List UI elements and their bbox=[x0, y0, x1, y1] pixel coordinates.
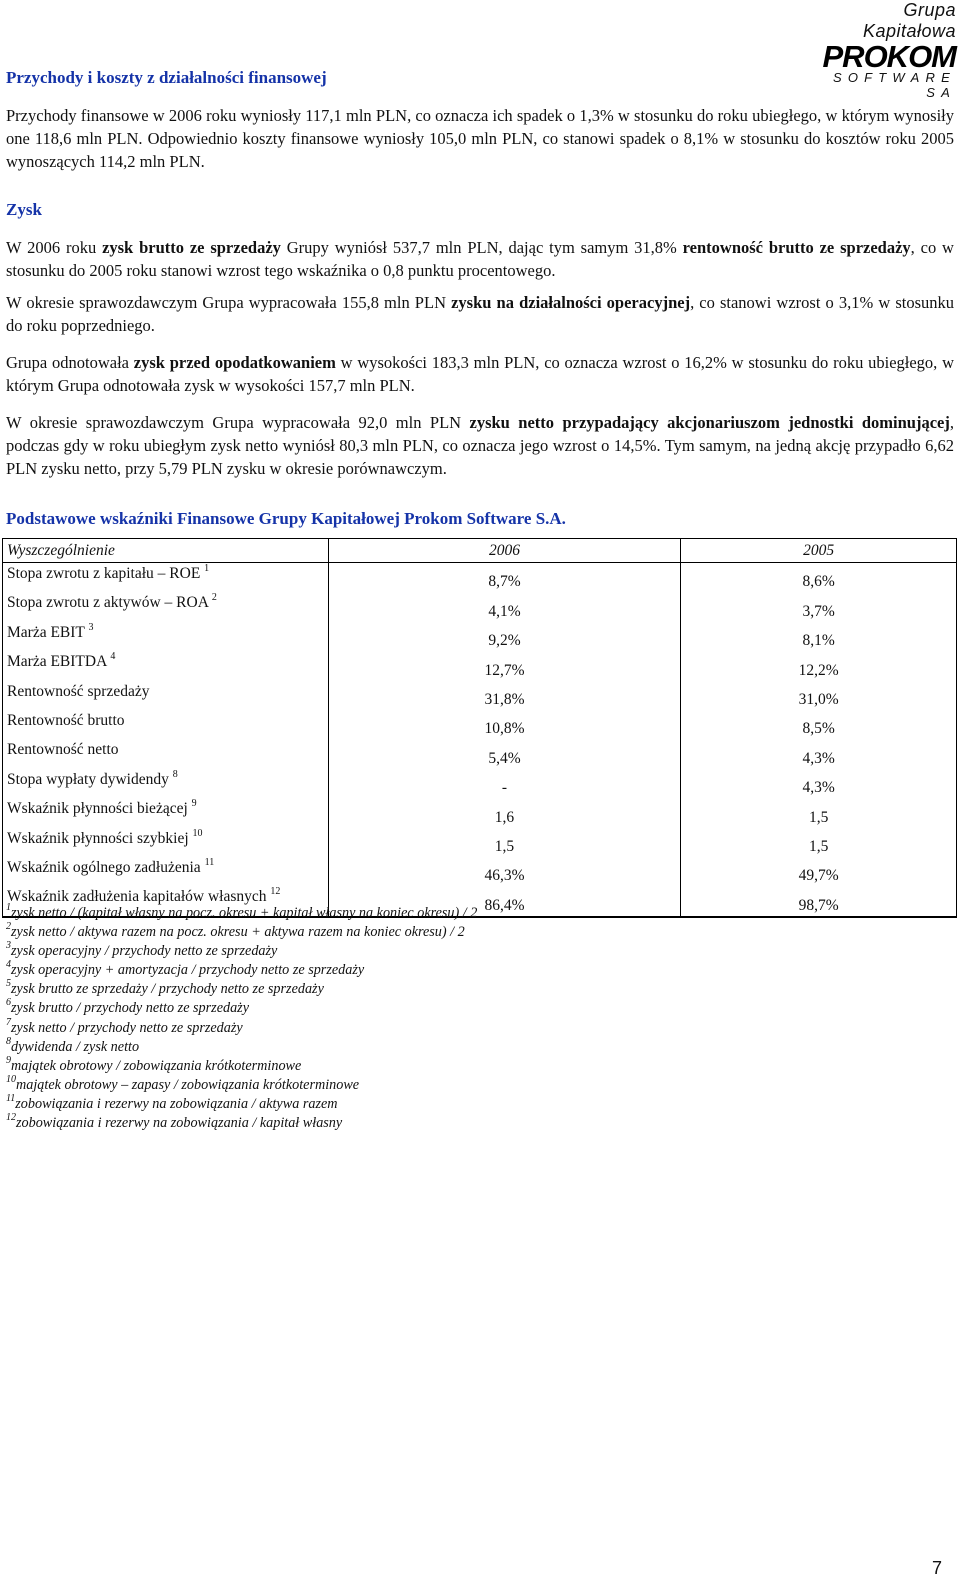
row-label-text: Wskaźnik ogólnego zadłużenia bbox=[7, 858, 201, 876]
footnote-ref: 1 bbox=[204, 563, 210, 574]
cell-v2005: 4,3% bbox=[681, 739, 957, 768]
row-label bbox=[3, 622, 329, 651]
text-run: , podczas gdy w roku ubiegłym zysk netto wyniósł 80,3 mln PLN, co oznacza jego wzrost o 14,5%. Tym samym, na jedną akcję przypadło 6,62 PLN zysku netto, przy 5,79 PLN zysku w okresie porównawczym. bbox=[6, 413, 954, 478]
logo-group-text: Grupa Kapitałowa bbox=[862, 0, 956, 41]
row-label bbox=[3, 710, 329, 739]
footnote-item bbox=[6, 1092, 477, 1114]
text-run: W okresie sprawozdawczym Grupa wypracowała 92,0 mln PLN bbox=[6, 413, 470, 432]
footnote-text: zysk operacyjny + amortyzacja / przychody netto ze sprzedaży bbox=[11, 962, 365, 979]
cell-v2006: 12,7% bbox=[328, 651, 681, 680]
row-label-text: Stopa zwrotu z kapitału – ROE bbox=[7, 565, 201, 582]
table-row bbox=[3, 857, 957, 886]
table-row bbox=[3, 739, 957, 768]
footnote-ref: 4 bbox=[110, 651, 116, 663]
table-heading: Podstawowe wskaźniki Finansowe Grupy Kapitałowej Prokom Software S.A. bbox=[6, 509, 566, 528]
footnote-item bbox=[6, 1016, 477, 1038]
row-label bbox=[3, 857, 329, 886]
footnote-number: 6 bbox=[6, 997, 11, 1009]
footnote-number: 1 bbox=[6, 902, 11, 913]
footnote-number: 3 bbox=[6, 940, 11, 952]
cell-v2005: 31,0% bbox=[681, 681, 957, 710]
footnote-item bbox=[6, 1054, 477, 1076]
cell-v2005: 12,2% bbox=[681, 651, 957, 680]
table-row bbox=[3, 563, 957, 593]
footnote-item bbox=[6, 942, 477, 961]
footnote-ref: 3 bbox=[88, 621, 94, 633]
row-label-text: Marża EBITDA bbox=[7, 653, 107, 671]
table-header-row bbox=[3, 539, 957, 563]
cell-v2005: 1,5 bbox=[681, 828, 957, 857]
footnote-ref: 9 bbox=[191, 798, 197, 810]
footnote-ref: 11 bbox=[204, 856, 215, 868]
cell-v2006: 1,5 bbox=[328, 828, 681, 857]
footnote-text: zobowiązania i rezerwy na zobowiązania / kapitał własny bbox=[16, 1115, 343, 1132]
paragraph-profit-4 bbox=[6, 411, 954, 480]
text-run: w wysokości 183,3 mln PLN, co oznacza wzrost o 16,2% w stosunku do roku ubiegłego, w którym Grupa odnotowała zysk w wysokości 157,7 mln PLN. bbox=[6, 353, 954, 395]
footnote-ref: 8 bbox=[172, 768, 178, 780]
footnote-text: zysk netto / aktywa razem na pocz. okresu + aktywa razem na koniec okresu) / 2 bbox=[11, 924, 465, 941]
footnote-item bbox=[6, 923, 477, 942]
cell-v2005: 3,7% bbox=[681, 592, 957, 621]
footnote-text: majątek obrotowy / zobowiązania krótkoterminowe bbox=[11, 1057, 302, 1074]
row-label-text: Stopa zwrotu z aktywów – ROA bbox=[7, 594, 209, 612]
cell-v2006: 46,3% bbox=[328, 857, 681, 886]
row-label-text: Wskaźnik zadłużenia kapitałów własnych bbox=[7, 888, 267, 906]
cell-v2006: - bbox=[328, 769, 681, 798]
cell-v2006: 4,1% bbox=[328, 592, 681, 621]
row-label bbox=[3, 681, 329, 710]
cell-v2005: 8,6% bbox=[681, 563, 957, 593]
footnote-ref: 10 bbox=[192, 827, 203, 839]
footnote-number: 11 bbox=[6, 1092, 16, 1104]
footnote-number: 9 bbox=[6, 1054, 11, 1066]
footnote-number: 4 bbox=[6, 959, 11, 971]
table-row bbox=[3, 681, 957, 710]
cell-v2006: 5,4% bbox=[328, 739, 681, 768]
text-run: W okresie sprawozdawczym Grupa wypracowała 155,8 mln PLN bbox=[6, 293, 452, 312]
row-label bbox=[3, 651, 329, 680]
text-run: W 2006 roku bbox=[6, 238, 103, 257]
footnote-ref: 12 bbox=[270, 886, 281, 898]
row-label-text: Rentowność brutto bbox=[7, 711, 125, 729]
row-label bbox=[3, 563, 329, 593]
section-heading-profit: Zysk bbox=[6, 200, 42, 219]
row-label bbox=[3, 769, 329, 798]
footnote-text: zobowiązania i rezerwy na zobowiązania / aktywa razem bbox=[15, 1095, 338, 1112]
row-label-text: Marża EBIT bbox=[7, 623, 85, 641]
row-label bbox=[3, 798, 329, 827]
footnote-number: 5 bbox=[6, 978, 11, 990]
footnote-item bbox=[6, 961, 477, 980]
logo-brand-text: PROKOM bbox=[822, 39, 956, 74]
cell-v2005: 8,1% bbox=[681, 622, 957, 651]
bold-text-run: zysk brutto ze sprzedaży bbox=[102, 238, 281, 257]
paragraph-profit-2 bbox=[6, 291, 954, 337]
cell-v2006: 8,7% bbox=[328, 563, 681, 593]
row-label bbox=[3, 592, 329, 621]
footnote-number: 10 bbox=[6, 1073, 16, 1085]
cell-v2006: 1,6 bbox=[328, 798, 681, 827]
column-header: Wyszczególnienie bbox=[3, 539, 329, 563]
footnote-text: zysk brutto / przychody netto ze sprzedaży bbox=[11, 1000, 250, 1017]
text-run: Grupa odnotowała bbox=[6, 353, 134, 372]
row-label-text: Rentowność sprzedaży bbox=[7, 682, 150, 700]
text-run: , co w stosunku do 2005 roku stanowi wzrost tego wskaźnika o 0,8 punktu procentowego. bbox=[6, 238, 954, 280]
footnote-item bbox=[6, 999, 477, 1018]
footnote-text: zysk operacyjny / przychody netto ze sprzedaży bbox=[11, 943, 278, 960]
column-header: 2005 bbox=[681, 539, 957, 563]
footnote-number: 2 bbox=[6, 921, 11, 933]
footnote-text: zysk brutto ze sprzedaży / przychody netto ze sprzedaży bbox=[11, 981, 324, 998]
cell-v2006: 9,2% bbox=[328, 622, 681, 651]
footnote-item bbox=[6, 1073, 477, 1095]
footnote-item bbox=[6, 1035, 477, 1057]
footnote-ref: 2 bbox=[211, 592, 217, 604]
table-row bbox=[3, 592, 957, 621]
table-row bbox=[3, 828, 957, 857]
footnote-text: zysk netto / przychody netto ze sprzedaży bbox=[11, 1019, 243, 1036]
cell-v2005: 49,7% bbox=[681, 857, 957, 886]
cell-v2006: 31,8% bbox=[328, 681, 681, 710]
cell-v2006: 10,8% bbox=[328, 710, 681, 739]
cell-v2005: 1,5 bbox=[681, 798, 957, 827]
footnote-item bbox=[6, 980, 477, 999]
bold-text-run: rentowność brutto ze sprzedaży bbox=[682, 238, 911, 257]
bold-text-run: zysku netto przypadający akcjonariuszom jednostki dominującej bbox=[469, 413, 950, 432]
table-row bbox=[3, 710, 957, 739]
footnote-item bbox=[6, 904, 477, 923]
paragraph-finance: Przychody finansowe w 2006 roku wyniosły 117,1 mln PLN, co oznacza ich spadek o 1,3% w stosunku do roku ubiegłego, w którym wynosiły one 118,6 mln PLN. Odpowiednio koszty finansowe wyniosły 105,0 mln PLN, co stanowi spadek o 8,1% w stosunku do kosztów roku 2005 wynoszących 114,2 mln PLN. bbox=[6, 106, 954, 171]
footnote-text: dywidenda / zysk netto bbox=[11, 1038, 140, 1055]
footnotes bbox=[6, 904, 477, 1133]
financial-ratios-table bbox=[2, 538, 957, 918]
logo-sub-text: SOFTWARE SA bbox=[832, 70, 956, 100]
cell-v2005: 4,3% bbox=[681, 769, 957, 798]
table-row bbox=[3, 769, 957, 798]
bold-text-run: zysku na działalności operacyjnej bbox=[451, 293, 691, 312]
section-heading-finance: Przychody i koszty z działalności finansowej bbox=[6, 68, 327, 87]
table-row bbox=[3, 651, 957, 680]
footnote-item bbox=[6, 1114, 477, 1133]
row-label bbox=[3, 828, 329, 857]
footnote-number: 7 bbox=[6, 1016, 11, 1028]
footnote-number: 12 bbox=[6, 1112, 16, 1124]
text-run: Grupy wyniósł 537,7 mln PLN, dając tym samym 31,8% bbox=[280, 238, 683, 257]
row-label-text: Rentowność netto bbox=[7, 741, 119, 759]
page-number: 7 bbox=[931, 1558, 942, 1578]
row-label bbox=[3, 739, 329, 768]
footnote-text: zysk netto / (kapitał własny na pocz. okresu + kapitał własny na koniec okresu) / 2 bbox=[11, 905, 478, 921]
column-header: 2006 bbox=[328, 539, 681, 563]
row-label-text: Wskaźnik płynności szybkiej bbox=[7, 829, 189, 847]
cell-v2005: 98,7% bbox=[681, 886, 957, 916]
footnote-text: majątek obrotowy – zapasy / zobowiązania krótkoterminowe bbox=[16, 1076, 360, 1093]
row-label-text: Wskaźnik płynności bieżącej bbox=[7, 800, 188, 818]
table-row bbox=[3, 622, 957, 651]
cell-v2005: 8,5% bbox=[681, 710, 957, 739]
text-run: , co stanowi wzrost o 3,1% w stosunku do roku poprzedniego. bbox=[6, 293, 955, 335]
footnote-number: 8 bbox=[6, 1035, 11, 1047]
paragraph-profit-1 bbox=[6, 236, 954, 282]
paragraph-profit-3 bbox=[6, 351, 954, 397]
table-row bbox=[3, 798, 957, 827]
bold-text-run: zysk przed opodatkowaniem bbox=[133, 353, 336, 372]
cell-v2006: 86,4% bbox=[328, 886, 681, 916]
row-label-text: Stopa wypłaty dywidendy bbox=[7, 770, 169, 788]
company-logo bbox=[806, 0, 956, 100]
